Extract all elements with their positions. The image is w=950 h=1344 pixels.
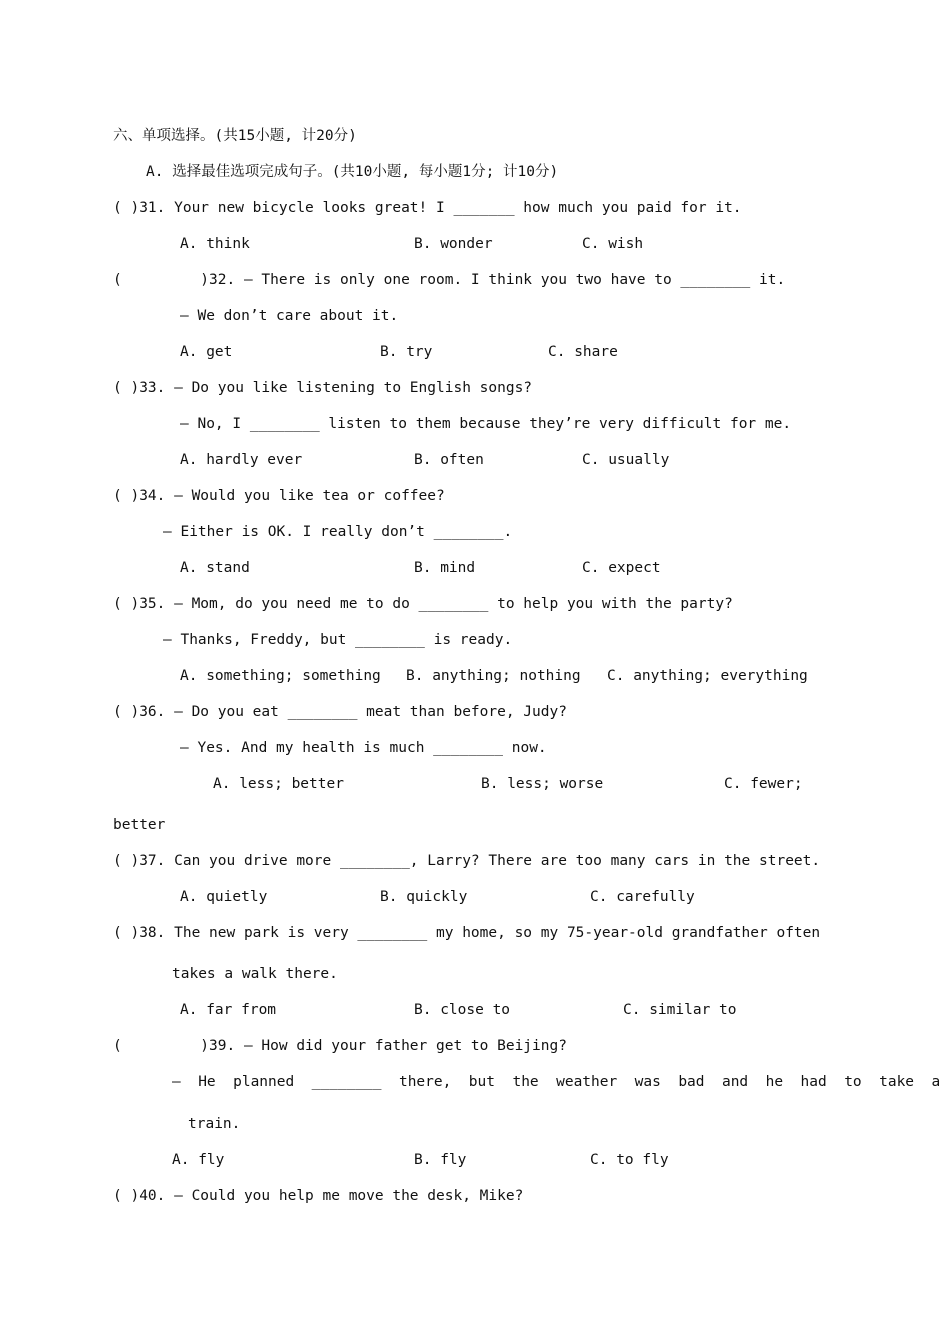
question-34: ( )34. — Would you like tea or coffee?: [113, 488, 445, 504]
question-36-reply: — Yes. And my health is much ________ now.: [180, 740, 547, 756]
q32-option-a: A. get: [180, 344, 233, 360]
q36-option-b: B. less; worse: [481, 776, 604, 792]
section-title: 六、单项选择。(共15小题, 计20分): [113, 128, 357, 144]
q33-option-a: A. hardly ever: [180, 452, 303, 468]
question-33: ( )33. — Do you like listening to English songs?: [113, 380, 533, 396]
q34-option-c: C. expect: [582, 560, 661, 576]
q39-option-b: B. fly: [414, 1152, 467, 1168]
q38-option-c: C. similar to: [623, 1002, 737, 1018]
question-35: ( )35. — Mom, do you need me to do ________ to help you with the party?: [113, 596, 733, 612]
question-34-reply: — Either is OK. I really don’t ________.: [163, 524, 513, 540]
question-39-reply: — He planned ________ there, but the weather was bad and he had to take a: [172, 1074, 941, 1090]
q35-option-b: B. anything; nothing: [406, 668, 581, 684]
q37-option-c: C. carefully: [590, 889, 695, 905]
q37-option-b: B. quickly: [380, 889, 468, 905]
q33-option-b: B. often: [414, 452, 484, 468]
q34-option-b: B. mind: [414, 560, 476, 576]
question-32: ( )32. — There is only one room. I think you two have to ________ it.: [113, 272, 786, 288]
q35-option-a: A. something; something: [180, 668, 381, 684]
q36-option-c: C. fewer;: [724, 776, 803, 792]
question-31: ( )31. Your new bicycle looks great! I _______ how much you paid for it.: [113, 200, 742, 216]
q36-option-c-continued: better: [113, 817, 166, 833]
question-39-reply-continued: train.: [188, 1116, 241, 1132]
question-40: ( )40. — Could you help me move the desk, Mike?: [113, 1188, 524, 1204]
question-38: ( )38. The new park is very ________ my home, so my 75-year-old grandfather often: [113, 925, 821, 941]
q31-option-b: B. wonder: [414, 236, 493, 252]
question-37: ( )37. Can you drive more ________, Larry? There are too many cars in the street.: [113, 853, 821, 869]
q31-option-a: A. think: [180, 236, 250, 252]
question-35-reply: — Thanks, Freddy, but ________ is ready.: [163, 632, 513, 648]
question-38-continued: takes a walk there.: [172, 966, 338, 982]
q39-option-c: C. to fly: [590, 1152, 669, 1168]
q39-option-a: A. fly: [172, 1152, 225, 1168]
q32-option-c: C. share: [548, 344, 618, 360]
q31-option-c: C. wish: [582, 236, 644, 252]
q38-option-b: B. close to: [414, 1002, 511, 1018]
q35-option-c: C. anything; everything: [607, 668, 808, 684]
question-39: ( )39. — How did your father get to Beijing?: [113, 1038, 567, 1054]
question-33-reply: — No, I ________ listen to them because they’re very difficult for me.: [180, 416, 792, 432]
q33-option-c: C. usually: [582, 452, 670, 468]
q32-option-b: B. try: [380, 344, 433, 360]
q36-option-a: A. less; better: [213, 776, 344, 792]
question-36: ( )36. — Do you eat ________ meat than before, Judy?: [113, 704, 567, 720]
q37-option-a: A. quietly: [180, 889, 268, 905]
question-32-reply: — We don’t care about it.: [180, 308, 399, 324]
part-a-instructions: A. 选择最佳选项完成句子。(共10小题, 每小题1分; 计10分): [146, 164, 559, 180]
q38-option-a: A. far from: [180, 1002, 277, 1018]
q34-option-a: A. stand: [180, 560, 250, 576]
